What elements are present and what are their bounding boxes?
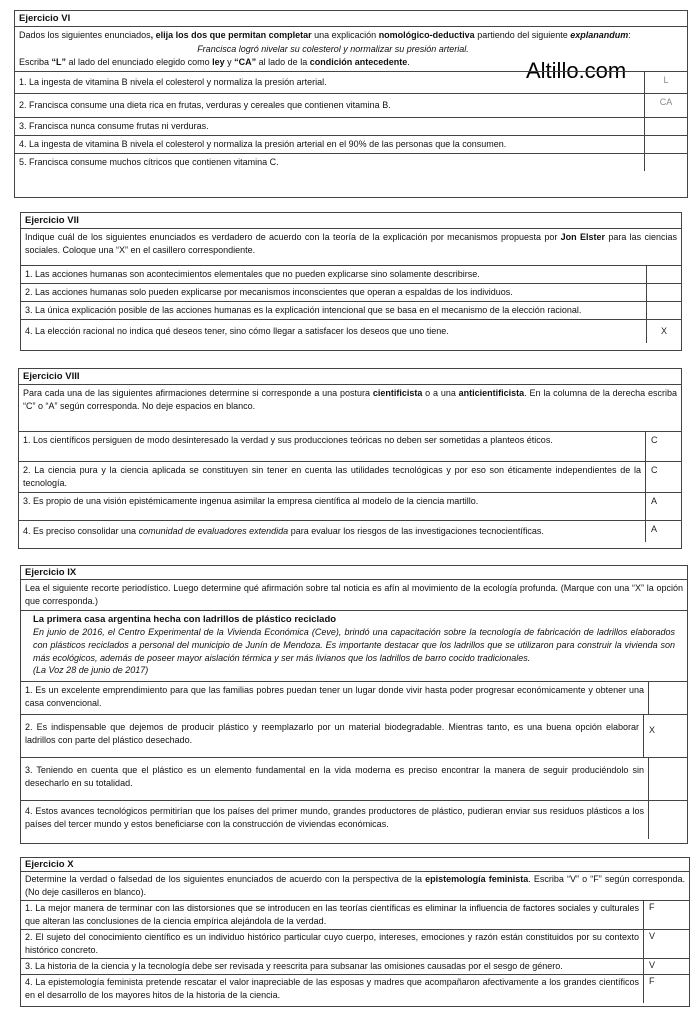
answer-box[interactable]: V: [649, 960, 656, 971]
list-item: 2. Las acciones humanas solo pueden explicarse por mecanismos inconscientes que operan a espaldas de los individuos.: [21, 283, 681, 301]
list-item: 4. Es preciso consolidar una comunidad de evaluadores extendida para evaluar los riesgos de las investigaciones tecnocientíficas. A: [19, 520, 681, 542]
answer-box[interactable]: [645, 154, 687, 171]
answer-box[interactable]: CA: [659, 97, 673, 108]
exercise-title: Ejercicio VIII: [19, 369, 681, 385]
exercise-intro: Indique cuál de los siguientes enunciados es verdadero de acuerdo con la teoría de la explicación por mecanismos propuesta por Jon Elster para las ciencias sociales. Coloque una “X” en el casillero correspondiente.: [25, 232, 678, 256]
answer-box[interactable]: X: [649, 724, 656, 735]
list-item: 3. Teniendo en cuenta que el plástico es un elemento fundamental en la vida moderna es preciso encontrar la manera de seguir produciéndolo sin desecharlo en su totalidad.: [21, 757, 687, 800]
answer-box[interactable]: V: [649, 931, 656, 942]
answer-box[interactable]: [649, 682, 687, 714]
site-logo: Altillo.com: [526, 58, 627, 83]
list-item: 1. La mejor manera de terminar con las distorsiones que se introducen en las teorías científicas es eliminar la influencia de factores sociales y culturales que alteran las conclusiones de la ciencia empírica alejándola de la verdad. F: [21, 900, 689, 929]
answer-box[interactable]: [647, 266, 681, 283]
answer-box[interactable]: C: [651, 465, 658, 476]
answer-box[interactable]: [649, 801, 687, 839]
answer-box[interactable]: A: [651, 524, 658, 535]
list-item: 1. Es un excelente emprendimiento para que las familias pobres puedan tener un lugar donde vivir hasta poder progresar económicamente y obtener una casa convencional.: [21, 681, 687, 714]
news-clipping: [21, 611, 687, 681]
answer-box[interactable]: [647, 302, 681, 319]
exercise-intro: Dados los siguientes enunciados, elija los dos que permitan completar una explicación nomológico-deductiva partiendo del siguiente explanandum:: [19, 30, 631, 40]
list-item: 5. Francisca consume muchos cítricos que contienen vitamina C.: [15, 153, 687, 171]
list-item: 3. Es propio de una visión epistémicamente ingenua asimilar la empresa científica al modelo de la ciencia martillo. A: [19, 492, 681, 520]
list-item: 3. La historia de la ciencia y la tecnología debe ser revisada y reescrita para subsanar las omisiones causadas por el sesgo de género. V: [21, 958, 689, 974]
list-item: 4. La epistemología feminista pretende rescatar el valor inapreciable de las esposas y madres que acompañaron afectivamente a los grandes científicos en el desarrollo de los mayores hitos de la historia de la ciencia. F: [21, 974, 689, 1003]
list-item: 1. Los científicos persiguen de modo desinteresado la verdad y sus producciones teóricas no deben ser sometidas a planteos éticos. C: [19, 431, 681, 461]
list-item: 4. La ingesta de vitamina B nivela el colesterol y normaliza la presión arterial en el 90% de las personas que la consumen.: [15, 135, 687, 153]
list-item: 2. Francisca consume una dieta rica en frutas, verduras y cereales que contienen vitamina B. CA: [15, 93, 687, 117]
article-title: La primera casa argentina hecha con ladrillos de plástico reciclado: [33, 614, 337, 626]
list-item: 1. La ingesta de vitamina B nivela el colesterol y normaliza la presión arterial. L: [15, 71, 687, 93]
list-item: 2. La ciencia pura y la ciencia aplicada se constituyen sin tener en cuenta las utilidades tecnológicas y por eso son éticamente independientes de la tecnología. C: [19, 461, 681, 492]
answer-box[interactable]: [645, 136, 687, 153]
exercise-intro: Para cada una de las siguientes afirmaciones determine si corresponde a una postura cientificista o a una anticientificista. En la columna de la derecha escriba “C” o “A” según corresponda. No deje espacios en blanco.: [23, 388, 677, 412]
exercise-10: [20, 857, 690, 1007]
exercise-title: Ejercicio X: [21, 858, 689, 872]
explanandum: Francisca logró nivelar su colesterol y normalizar su presión arterial.: [197, 44, 469, 55]
answer-box[interactable]: C: [651, 435, 658, 446]
exercise-title: Ejercicio IX: [21, 566, 687, 580]
list-item: 3. La única explicación posible de las acciones humanas es la explicación intencional que se basa en el mecanismo de la elección racional.: [21, 301, 681, 319]
article-body: En junio de 2016, el Centro Experimental de la Vivienda Económica (Ceve), brindó una capacitación sobre la tecnología de fabricación de ladrillos elaborados con plásticos reciclados a personal del municipio de Junín de Mendoza. Es importante destacar que los ladrillos que se utilizaron para construir la vivienda son más ecológicos, además de poseer mayor aislación térmica y ser más livianos que los ladrillos de barro cocido tradicionales.: [33, 627, 675, 663]
answer-box[interactable]: A: [651, 496, 658, 507]
answer-box[interactable]: [647, 284, 681, 301]
answer-box[interactable]: F: [649, 902, 655, 913]
answer-box[interactable]: [645, 118, 687, 135]
list-item: 1. Las acciones humanas son acontecimientos elementales que no pueden explicarse sino solamente describirse.: [21, 265, 681, 283]
exercise-9: [20, 565, 688, 844]
answer-box[interactable]: [649, 758, 687, 800]
exercise-instruction: Escriba “L” al lado del enunciado elegido como ley y “CA” al lado de la condición antecedente.: [19, 57, 410, 68]
exercise-intro: Lea el siguiente recorte periodístico. Luego determine qué afirmación sobre tal noticia es afín al movimiento de la ecología profunda. (Marque con una “X” la opción que corresponda.): [21, 580, 687, 611]
exercise-7: [20, 212, 682, 351]
list-item: 2. Es indispensable que dejemos de producir plástico y reemplazarlo por un material biodegradable. Mientras tanto, es una buena opción elaborar ladrillos con parte del plástico desechado. X: [21, 714, 687, 757]
list-item: 4. Estos avances tecnológicos permitirían que los países del primer mundo, grandes productores de plástico, pudieran enviar sus residuos plásticos a los países del tercer mundo y estos beneficiarse con la construcción de viviendas económicas.: [21, 800, 687, 839]
exercise-title: Ejercicio VII: [21, 213, 681, 229]
exercise-intro: Determine la verdad o falsedad de los siguientes enunciados de acuerdo con la perspectiva de la epistemología feminista. Escriba “V” o “F” según corresponda. (No deje casilleros en blanco).: [25, 874, 686, 898]
list-item: 4. La elección racional no indica qué deseos tener, sino cómo llegar a satisfacer los deseos que uno tiene. X: [21, 319, 681, 343]
exercise-title: Ejercicio VI: [15, 11, 687, 27]
exercise-8: [18, 368, 682, 549]
list-item: 3. Francisca nunca consume frutas ni verduras.: [15, 117, 687, 135]
answer-box[interactable]: F: [649, 976, 655, 987]
list-item: 2. El sujeto del conocimiento científico es un individuo histórico particular cuyo cuerpo, intereses, emociones y razón están constituidos por su contexto histórico concreto. V: [21, 929, 689, 958]
answer-box[interactable]: X: [660, 326, 667, 337]
answer-box[interactable]: L: [663, 75, 669, 86]
article-source: (La Voz 28 de junio de 2017): [33, 665, 149, 676]
exercise-6: [14, 10, 688, 198]
